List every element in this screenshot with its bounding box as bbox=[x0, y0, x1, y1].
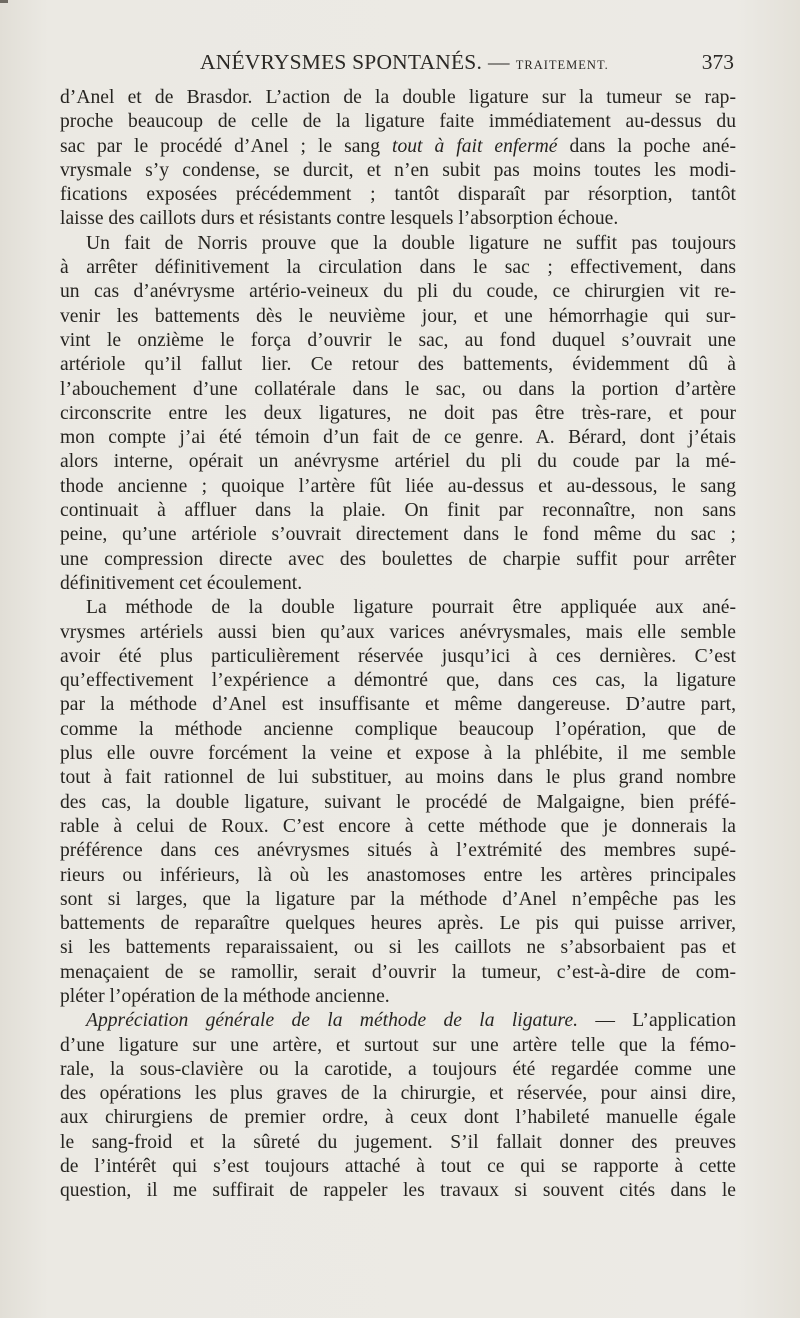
text-line: battements de reparaître quelques heures après. Le pis qui puisse arriver, bbox=[60, 913, 736, 935]
text-line: avoir été plus particulièrement réservée jusqu’ici à ces dernières. C’est bbox=[60, 645, 736, 667]
text-line: vrysmes artériels aussi bien qu’aux varices anévrysmales, mais elle semble bbox=[60, 621, 736, 643]
running-title bbox=[200, 50, 609, 75]
text-line: des cas, la double ligature, suivant le procédé de Malgaigne, bien préfé- bbox=[60, 791, 736, 813]
text-line: menaçaient de se ramollir, serait d’ouvrir la tumeur, c’est-à-dire de com- bbox=[60, 961, 736, 983]
text-line: vint le onzième le força d’ouvrir le sac, au fond duquel s’ouvrait une bbox=[60, 329, 736, 351]
text-line: rable à celui de Roux. C’est encore à cette méthode que je donnerais la bbox=[60, 815, 736, 837]
text-line: plus elle ouvre forcément la veine et expose à la phlébite, il me semble bbox=[60, 743, 736, 765]
paragraph bbox=[60, 86, 736, 232]
text-line: question, il me suffirait de rappeler les travaux si souvent cités dans le bbox=[60, 1180, 736, 1202]
text-line: par la méthode d’Anel est insuffisante et même dangereuse. D’autre part, bbox=[60, 694, 736, 716]
text-line: continuait à affluer dans la plaie. On finit par reconnaître, non sans bbox=[60, 500, 736, 522]
running-title-section: TRAITEMENT. bbox=[515, 58, 609, 72]
text-line: pléter l’opération de la méthode ancienne. bbox=[60, 985, 390, 1007]
running-title-main: ANÉVRYSMES SPONTANÉS. bbox=[200, 50, 483, 74]
running-title-separator: — bbox=[488, 50, 510, 74]
text-line: de l’intérêt qui s’est toujours attaché à tout ce qui se rapporte à cette bbox=[60, 1156, 736, 1178]
text-line: vrysmale s’y condense, se durcit, et n’en subit pas moins toutes les modi- bbox=[60, 159, 736, 181]
text-line: proche beaucoup de celle de la ligature faite immédiatement au-dessus du bbox=[60, 111, 736, 133]
text-line: rale, la sous-clavière ou la carotide, a toujours été regardée comme une bbox=[60, 1058, 736, 1080]
text-line: tout à fait rationnel de lui substituer, au moins dans le plus grand nombre bbox=[60, 767, 736, 789]
text-line: des opérations les plus graves de la chirurgie, et réservée, pour ainsi dire, bbox=[60, 1083, 736, 1105]
text-line: aux chirurgiens de premier ordre, à ceux dont l’habileté manuelle égale bbox=[60, 1107, 736, 1129]
paragraph bbox=[60, 596, 736, 1009]
text-line: artériole qu’il fallut lier. Ce retour des battements, évidemment dû à bbox=[60, 354, 736, 376]
text-line: d’une ligature sur une artère, et surtout sur une artère telle que la fémo- bbox=[60, 1034, 736, 1056]
paragraph bbox=[60, 232, 736, 596]
text-line: sont si larges, que la ligature par la méthode d’Anel n’empêche pas les bbox=[60, 888, 736, 910]
page-number: 373 bbox=[701, 50, 734, 74]
text-line: La méthode de la double ligature pourrait être appliquée aux ané- bbox=[86, 597, 736, 619]
text-line: à arrêter définitivement la circulation dans le sac ; effectivement, dans bbox=[60, 257, 736, 279]
text-line: préférence dans ces anévrysmes situés à l’extrémité des membres supé- bbox=[60, 840, 736, 862]
body-text bbox=[60, 86, 736, 1204]
text-line: Appréciation générale de la méthode de la ligature. — L’application bbox=[86, 1010, 736, 1032]
text-line: circonscrite entre les deux ligatures, ne doit pas être très-rare, et pour bbox=[60, 402, 736, 424]
text-line: Un fait de Norris prouve que la double ligature ne suffit pas toujours bbox=[86, 232, 736, 254]
paragraph bbox=[60, 1009, 736, 1203]
running-header bbox=[60, 50, 736, 82]
page-edge-mark bbox=[0, 0, 8, 3]
text-line: rieurs ou inférieurs, là où les anastomoses entre les artères principales bbox=[60, 864, 736, 886]
text-line: fications exposées précédemment ; tantôt disparaît par résorption, tantôt bbox=[60, 184, 736, 206]
text-line: un cas d’anévrysme artério-veineux du pli du coude, ce chirurgien vit re- bbox=[60, 281, 736, 303]
text-line: laisse des caillots durs et résistants contre lesquels l’absorption échoue. bbox=[60, 208, 619, 230]
text-line: d’Anel et de Brasdor. L’action de la double ligature sur la tumeur se rap- bbox=[60, 87, 736, 108]
text-line: une compression directe avec des boulettes de charpie suffit pour arrêter bbox=[60, 548, 736, 570]
text-line: thode ancienne ; quoique l’artère fût liée au-dessus et au-dessous, le sang bbox=[60, 475, 736, 497]
text-line: venir les battements dès le neuvième jour, et une hémorrhagie qui sur- bbox=[60, 305, 736, 327]
text-line: définitivement cet écoulement. bbox=[60, 572, 303, 594]
text-line: qu’effectivement l’expérience a démontré que, dans ces cas, la ligature bbox=[60, 670, 736, 692]
text-line: sac par le procédé d’Anel ; le sang tout à fait enfermé dans la poche ané- bbox=[60, 135, 736, 157]
text-line: mon compte j’ai été témoin d’un fait de ce genre. A. Bérard, dont j’étais bbox=[60, 427, 736, 449]
italic-emphasis: tout à fait enfermé bbox=[392, 135, 558, 157]
text-line: l’abouchement d’une collatérale dans le sac, ou dans la portion d’artère bbox=[60, 378, 736, 400]
text-line: comme la méthode ancienne complique beaucoup l’opération, que de bbox=[60, 718, 736, 740]
text-line: alors interne, opérait un anévrysme artériel du pli du coude par la mé- bbox=[60, 451, 736, 473]
text-line: si les battements reparaissaient, ou si les caillots ne s’absorbaient pas et bbox=[60, 937, 736, 959]
italic-emphasis: Appréciation générale de la méthode de la ligature. bbox=[86, 1010, 579, 1032]
text-line: peine, qu’une artériole s’ouvrait directement dans le fond même du sac ; bbox=[60, 524, 736, 546]
text-line: le sang-froid et la sûreté du jugement. S’il fallait donner des preuves bbox=[60, 1131, 736, 1153]
